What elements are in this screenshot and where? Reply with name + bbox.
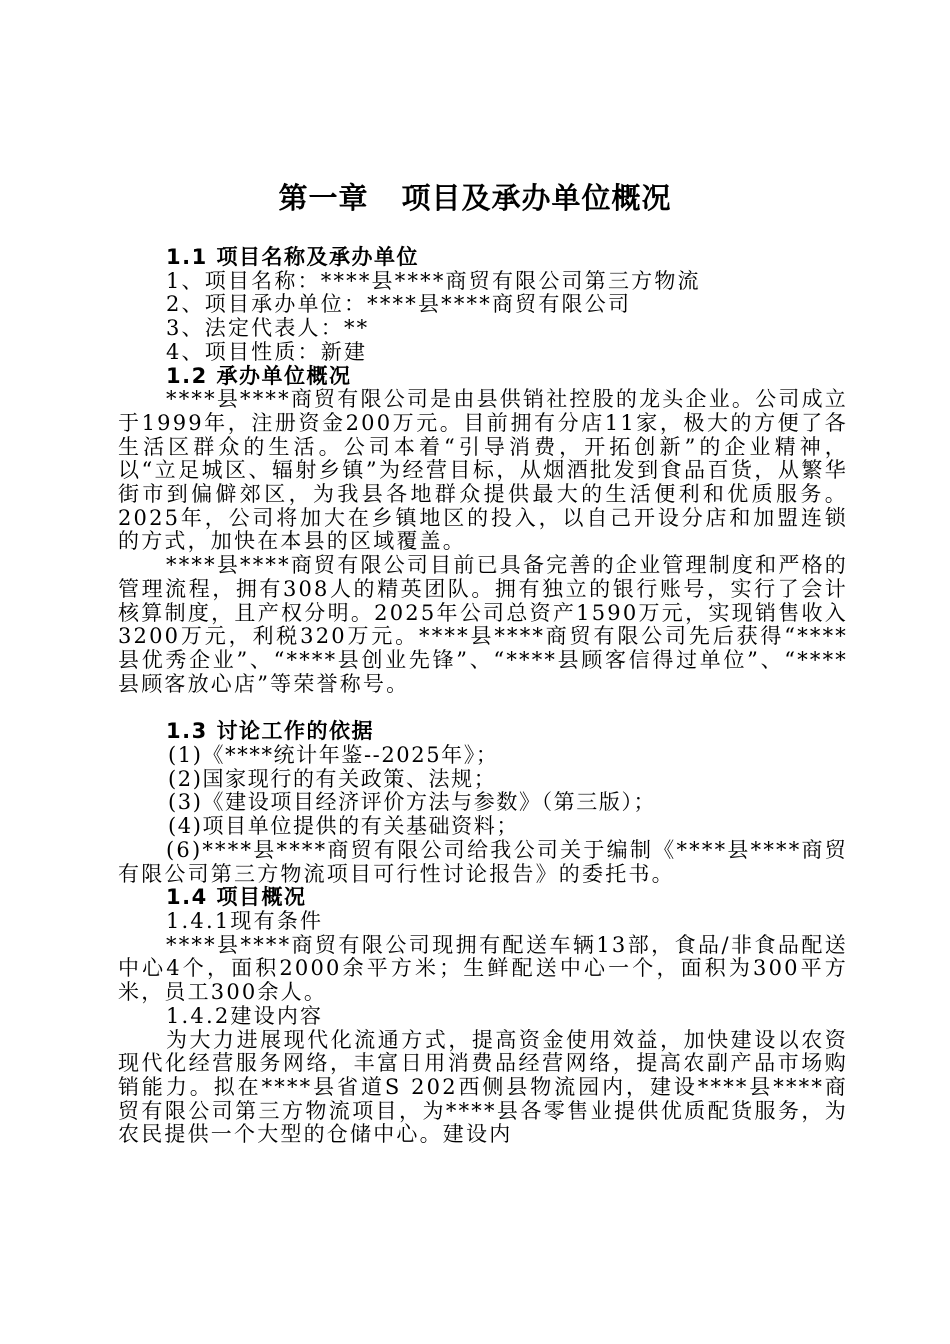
section-heading-1-3: 1.3 讨论工作的依据 [166,719,375,744]
current-conditions-paragraph: ****县****商贸有限公司现拥有配送车辆13部，食品/非食品配送中心4个，面积2000余平方米；生鲜配送中心一个，面积为300平方米，员工300余人。 [118,932,848,1005]
company-overview-paragraph: ****县****商贸有限公司是由县供销社控股的龙头企业。公司成立于1999年，注册资金200万元。目前拥有分店11家，极大的方便了各生活区群众的生活。公司本着“引导消费，开拓创新”的企业精神，以“立足城区、辐射乡镇”为经营目标，从烟酒批发到食品百货，从繁华街市到偏僻郊区，为我县各地群众提供最大的生活便利和优质服务。2025年，公司将加大在乡镇地区的投入，以自己开设分店和加盟连锁的方式，加快在本县的区域覆盖。 [118,387,848,554]
basis-item: (4)项目单位提供的有关基础资料； [168,814,519,839]
project-nature-item: 4、项目性质：新建 [166,339,368,364]
section-heading-1-1: 1.1 项目名称及承办单位 [166,245,420,269]
section-heading-1-2: 1.2 承办单位概况 [166,363,352,388]
basis-item: (3)《建设项目经济评价方法与参数》（第三版）； [168,790,657,815]
basis-item: (1)《****统计年鉴--2025年》； [168,743,499,768]
document-body [118,246,848,1147]
legal-representative-item: 3、法定代表人：** [166,316,370,341]
construction-content-paragraph: 为大力进展现代化流通方式，提高资金使用效益，加快建设以农资现代化经营服务网络，丰富日用消费品经营网络，提高农副产品市场购销能力。拟在****县省道S 202西侧县物流园内，建设****县****商贸有限公司第三方物流项目，为****县各零售业提供优质配货服务，为农民提供一个大型的仓储中心。建设内 [118,1027,848,1147]
company-management-paragraph: ****县****商贸有限公司目前已具备完善的企业管理制度和严格的管理流程，拥有308人的精英团队。拥有独立的银行账号，实行了会计核算制度，且产权分明。2025年公司总资产1590万元，实现销售收入3200万元，利税320万元。****县****商贸有限公司先后获得“****县优秀企业”、“****县创业先锋”、“****县顾客信得过单位”、“****县顾客放心店”等荣誉称号。 [118,553,848,696]
project-name-item: 1、项目名称：****县****商贸有限公司第三方物流 [166,268,701,293]
basis-item: (2)国家现行的有关政策、法规； [168,766,497,791]
chapter-title: 第一章 项目及承办单位概况 [278,181,672,215]
basis-item: (6)****县****商贸有限公司给我公司关于编制《****县****商贸有限公司第三方物流项目可行性讨论报告》的委托书。 [118,837,848,886]
subsection-heading-1-4-2: 1.4.2建设内容 [166,1003,324,1028]
subsection-heading-1-4-1: 1.4.1现有条件 [166,908,324,933]
section-heading-1-4: 1.4 项目概况 [166,885,307,910]
spacer [118,696,848,720]
project-organizer-item: 2、项目承办单位：****县****商贸有限公司 [166,292,632,317]
